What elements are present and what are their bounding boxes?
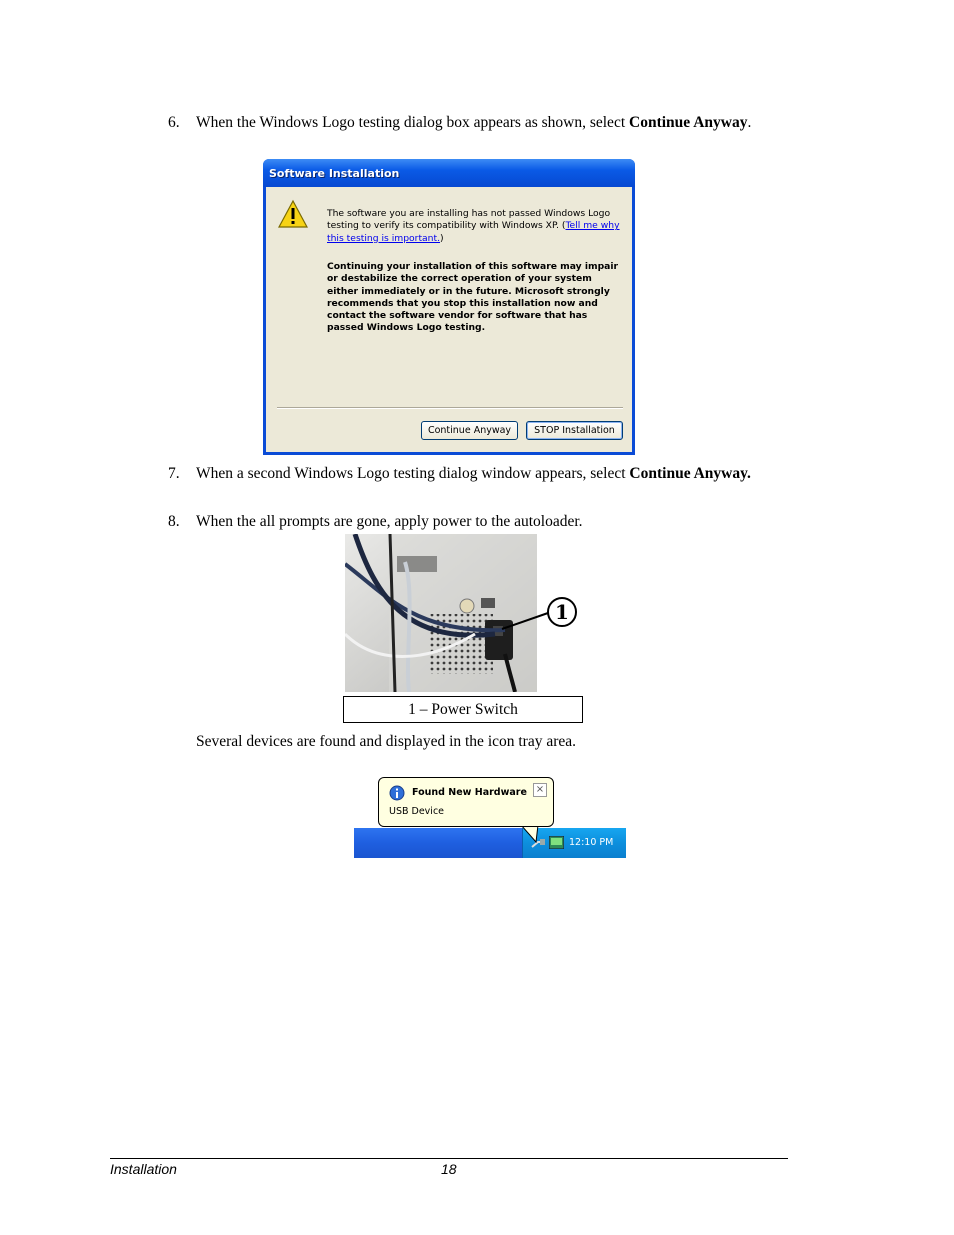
dialog-separator [277, 407, 623, 409]
balloon-title: Found New Hardware [412, 787, 527, 798]
tell-me-why-link[interactable]: Tell me why this testing is important. [327, 220, 620, 244]
dialog-title: Software Installation [269, 167, 400, 180]
found-new-hardware-balloon[interactable] [378, 777, 554, 827]
dialog-titlebar[interactable] [263, 159, 635, 187]
footer-section: Installation [110, 1161, 177, 1177]
step-text: When the Windows Logo testing dialog box appears as shown, select Continue Anyway. [196, 114, 752, 131]
step-number: 8. [168, 513, 180, 530]
software-installation-dialog [263, 159, 635, 455]
step-text: When a second Windows Logo testing dialog window appears, select Continue Anyway. [196, 465, 751, 482]
close-icon[interactable]: × [533, 783, 547, 797]
step-number: 7. [168, 465, 180, 482]
callout-leader-line [500, 605, 550, 635]
balloon-tail [520, 825, 540, 843]
info-icon [389, 785, 405, 801]
figure-caption: 1 – Power Switch [343, 696, 583, 723]
page-number: 18 [441, 1161, 457, 1177]
stop-installation-button[interactable]: STOP Installation [526, 421, 623, 440]
dialog-message-warning: Continuing your installation of this software may impair or destabilize the correct operation of your system either immediately or in the future. Microsoft strongly recommends that you stop this installation now and contact the software vendor for software that has passed Windows Logo testing. [327, 261, 619, 334]
footer-rule [110, 1158, 788, 1159]
balloon-text: USB Device [389, 806, 445, 817]
step-number: 6. [168, 114, 180, 131]
callout-number: 1 [547, 597, 577, 627]
network-icon[interactable] [549, 836, 564, 849]
continue-anyway-button[interactable]: Continue Anyway [421, 421, 518, 440]
warning-icon [278, 199, 308, 229]
step-text: When the all prompts are gone, apply power to the autoloader. [196, 513, 583, 530]
tray-clock[interactable]: 12:10 PM [569, 837, 614, 848]
body-paragraph: Several devices are found and displayed in the icon tray area. [196, 733, 577, 750]
dialog-message-compatibility: The software you are installing has not passed Windows Logo testing to verify its compatibility with Windows XP. (Tell me why this testing is important.) [327, 208, 620, 244]
dialog-body [266, 187, 632, 452]
